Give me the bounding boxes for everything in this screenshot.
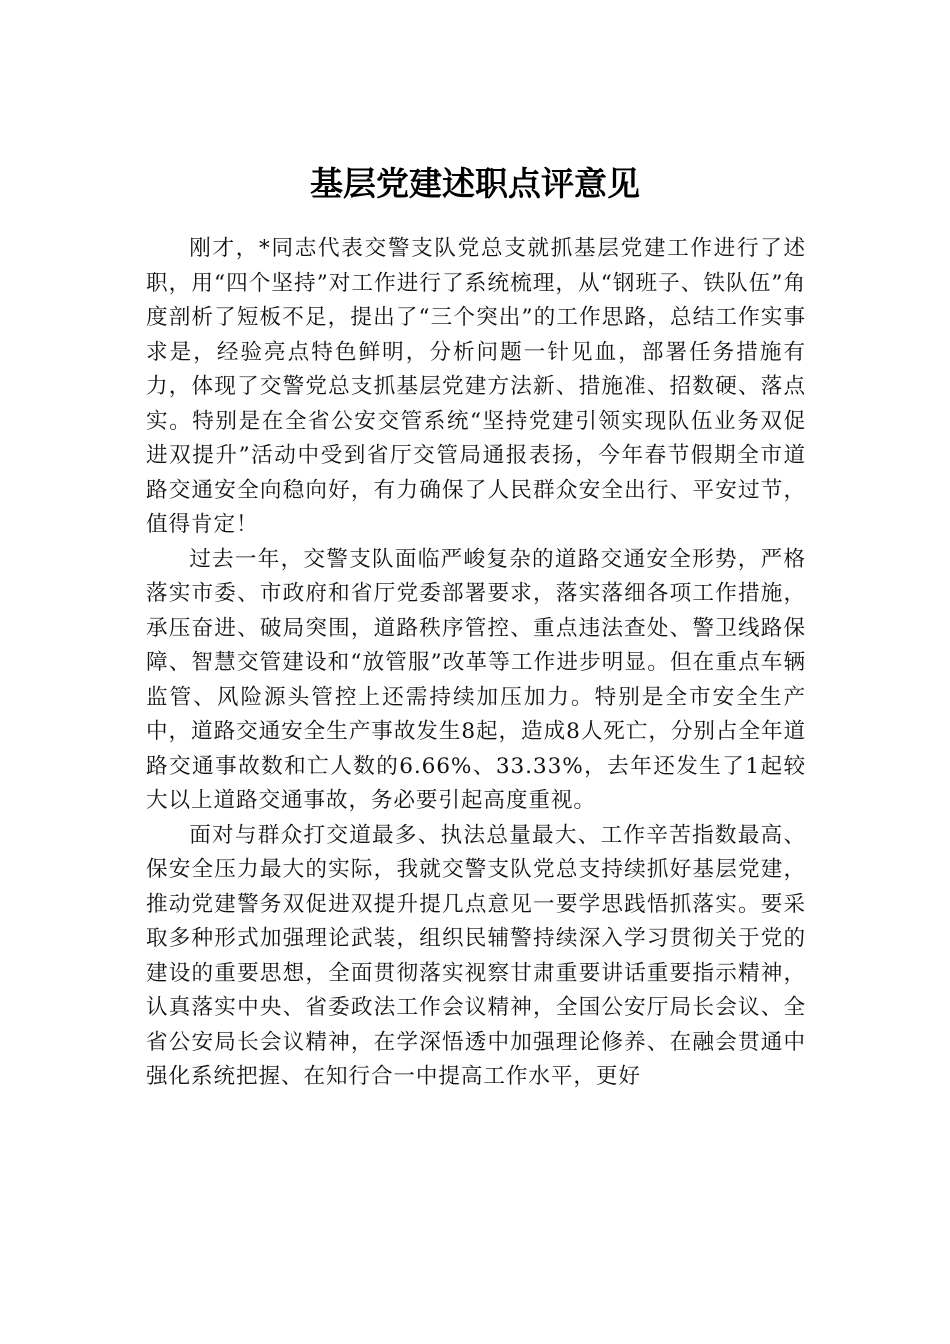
paragraph-1: 刚才，*同志代表交警支队党总支就抓基层党建工作进行了述职，用“四个坚持”对工作进行了系统梳理，从“钢班子、铁队伍”角度剖析了短板不足，提出了“三个突出”的工作思路，总结工作实事求是，经验亮点特色鲜明，分析问题一针见血，部署任务措施有力，体现了交警党总支抓基层党建方法新、措施准、招数硬、落点实。特别是在全省公安交管系统“坚持党建引领实现队伍业务双促进双提升”活动中受到省厅交管局通报表扬，今年春节假期全市道路交通安全向稳向好，有力确保了人民群众安全出行、平安过节，值得肯定！ (146, 236, 806, 537)
document-title: 基层党建述职点评意见 (310, 164, 640, 203)
paragraph-3: 面对与群众打交道最多、执法总量最大、工作辛苦指数最高、保安全压力最大的实际，我就交警支队党总支持续抓好基层党建，推动党建警务双促进双提升提几点意见一要学思践悟抓落实。要采取多种形式加强理论武装，组织民辅警持续深入学习贯彻关于党的建设的重要思想，全面贯彻落实视察甘肃重要讲话重要指示精神，认真落实中央、省委政法工作会议精神，全国公安厅局长会议、全省公安局长会议精神，在学深悟透中加强理论修养、在融会贯通中强化系统把握、在知行合一中提高工作水平，更好 (146, 822, 806, 1089)
paragraph-2: 过去一年，交警支队面临严峻复杂的道路交通安全形势，严格落实市委、市政府和省厅党委部署要求，落实落细各项工作措施，承压奋进、破局突围，道路秩序管控、重点违法查处、警卫线路保障、智慧交管建设和“放管服”改革等工作进步明显。但在重点车辆监管、风险源头管控上还需持续加压加力。特别是全市安全生产中，道路交通安全生产事故发生8起，造成8人死亡，分别占全年道路交通事故数和亡人数的6.66%、33.33%，去年还发生了1起较大以上道路交通事故，务必要引起高度重视。 (146, 546, 806, 813)
document-body (146, 232, 806, 1095)
